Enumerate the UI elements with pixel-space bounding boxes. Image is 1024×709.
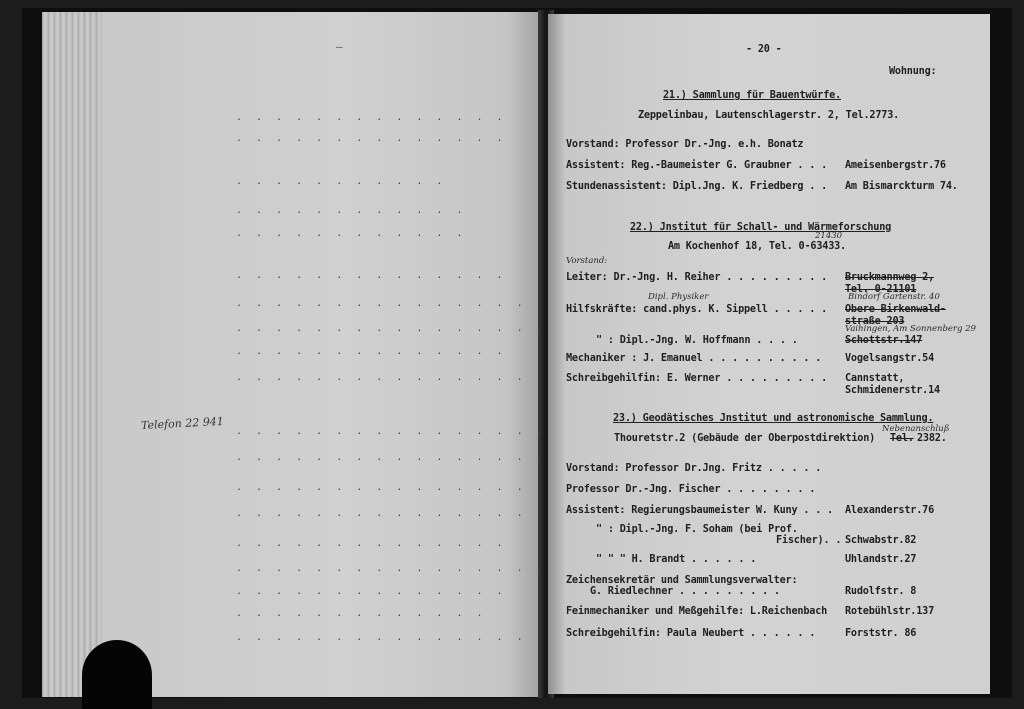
section22-handwritten-tel: 21430	[815, 231, 843, 241]
left-dots-row: . . . . . . . . . . . . .	[236, 608, 487, 619]
section22-row-label: Schreibgehilfin: E. Werner . . . . . . . . .	[566, 373, 828, 384]
section21-title: 21.) Sammlung für Bauentwürfe.	[663, 90, 842, 101]
section21-row-label: Stundenassistent: Dipl.Jng. K. Friedberg . .	[566, 181, 828, 192]
section23-title: 23.) Geodätisches Jnstitut und astronomische Sammlung.	[613, 413, 934, 424]
wohnung-header: Wohnung:	[889, 66, 937, 77]
section23-brandt-address: Uhlandstr.27	[845, 554, 917, 565]
left-dots-row: . . . . . . . . . . . .	[236, 228, 467, 239]
section22-werner-address2: Schmidenerstr.14	[845, 385, 940, 396]
section22-leiter-address-struck: Bruckmannweg 2,	[845, 272, 935, 283]
section22-row-address: Vogelsangstr.54	[845, 353, 935, 364]
section22-handwritten-hoffmann-address: Vaihingen, Am Sonnenberg 29	[845, 324, 976, 334]
left-dots-row: . . . . . . . . . . . . . . .	[236, 298, 527, 309]
section23-handwritten-tel: Nebenanschluß	[882, 424, 950, 434]
section22-handwritten-physiker: Dipl. Physiker	[648, 292, 709, 302]
section22-hilfskraefte: Hilfskräfte: cand.phys. K. Sippell . . . . .	[566, 304, 828, 315]
thumb-shadow	[82, 640, 152, 709]
left-dots-row: . . . . . . . . . . . .	[236, 205, 467, 216]
section23-soham-address: Schwabstr.82	[845, 535, 917, 546]
section22-hilfs-address-struck2: straße 203	[845, 316, 905, 327]
section22-handwritten-vorstand: Vorstand:	[566, 256, 608, 266]
section23-feinmechaniker: Feinmechaniker und Meßgehilfe: L.Reichenbach	[566, 606, 828, 617]
section22-hilfs-address-struck: Obere Birkenwald-	[845, 304, 946, 315]
section23-zeichen-line2: G. Riedlechner . . . . . . . . .	[590, 586, 780, 597]
left-dots-row: . . . . . . . . . . . . . . . .	[236, 426, 547, 437]
section23-tel-struck: Tel.	[890, 433, 914, 444]
left-handwritten-telefon: Telefon 22 941	[140, 414, 225, 433]
section23-soham-line1: " : Dipl.-Jng. F. Soham (bei Prof.	[596, 524, 798, 535]
section21-row-address: Am Bismarckturm 74.	[845, 181, 958, 192]
section22-row-address: Cannstatt,	[845, 373, 905, 384]
left-dots-row: . . . . . . . . . . . . . .	[236, 133, 507, 144]
section23-address: Thouretstr.2 (Gebäude der Oberpostdirektion)	[614, 433, 876, 444]
left-dots-row: . . . . . . . . . . . . . . . .	[236, 323, 547, 334]
section23-row-label: Assistent: Regierungsbaumeister W. Kuny . . .	[566, 505, 834, 516]
left-dots-row: . . . . . . . . . . . . . .	[236, 538, 507, 549]
section22-title: 22.) Jnstitut für Schall- und Wärmeforschung	[630, 222, 892, 233]
section23-soham-line2: Fischer). .	[776, 535, 842, 546]
left-dots-row: . . . . . . . . . . . . . .	[236, 346, 507, 357]
section21-row-address: Ameisenbergstr.76	[845, 160, 946, 171]
section22-hoffmann-address-struck: Schottstr.147	[845, 335, 923, 346]
section23-fein-address: Rotebühlstr.137	[845, 606, 935, 617]
left-dots-row: . . . . . . . . . . . . . . .	[236, 632, 527, 643]
left-dots-row: . . . . . . . . . . . . . . . .	[236, 563, 547, 574]
section21-row-label: Vorstand: Professor Dr.-Jng. e.h. Bonatz	[566, 139, 804, 150]
section23-row-label: Vorstand: Professor Dr.Jng. Fritz . . . . .	[566, 463, 822, 474]
section22-leiter: Leiter: Dr.-Jng. H. Reiher . . . . . . . . .	[566, 272, 828, 283]
left-dots-row: . . . . . . . . . . . . . .	[236, 270, 507, 281]
section23-tel: 2382.	[917, 433, 947, 444]
section23-row-address: Alexanderstr.76	[845, 505, 935, 516]
section23-zeichen-address: Rudolfstr. 8	[845, 586, 917, 597]
left-dots-row: . . . . . . . . . . . . . . .	[236, 482, 527, 493]
page-number: - 20 -	[746, 44, 782, 55]
section22-row-label: Mechaniker : J. Emanuel . . . . . . . . . .	[566, 353, 822, 364]
left-page-edges	[42, 12, 102, 697]
section23-brandt: " " " H. Brandt . . . . . .	[596, 554, 757, 565]
section22-handwritten-hilfs-address: Bindorf Gartenstr. 40	[848, 292, 940, 302]
section22-leiter-tel-struck: Tel. 0-21101	[845, 284, 917, 295]
left-dots-row: . . . . . . . . . . . . . . . .	[236, 452, 547, 463]
left-dots-row: . . . . . . . . . . . . . . .	[236, 372, 527, 383]
left-page-dash: —	[336, 40, 343, 53]
left-dots-row: . . . . . . . . . . .	[236, 176, 447, 187]
section21-row-label: Assistent: Reg.-Baumeister G. Graubner . . .	[566, 160, 828, 171]
section23-zeichen-line1: Zeichensekretär und Sammlungsverwalter:	[566, 575, 798, 586]
section23-schreib-address: Forststr. 86	[845, 628, 917, 639]
left-dots-row: . . . . . . . . . . . . . .	[236, 586, 507, 597]
section21-address: Zeppelinbau, Lautenschlagerstr. 2, Tel.2773.	[638, 110, 900, 121]
left-dots-row: . . . . . . . . . . . . . .	[236, 112, 507, 123]
section22-hoffmann: " : Dipl.-Jng. W. Hoffmann . . . .	[596, 335, 798, 346]
section23-schreibgehilfin: Schreibgehilfin: Paula Neubert . . . . . .	[566, 628, 816, 639]
section22-address: Am Kochenhof 18, Tel. 0-63433.	[668, 241, 847, 252]
left-dots-row: . . . . . . . . . . . . . . .	[236, 508, 527, 519]
section23-row-label: Professor Dr.-Jng. Fischer . . . . . . . .	[566, 484, 816, 495]
